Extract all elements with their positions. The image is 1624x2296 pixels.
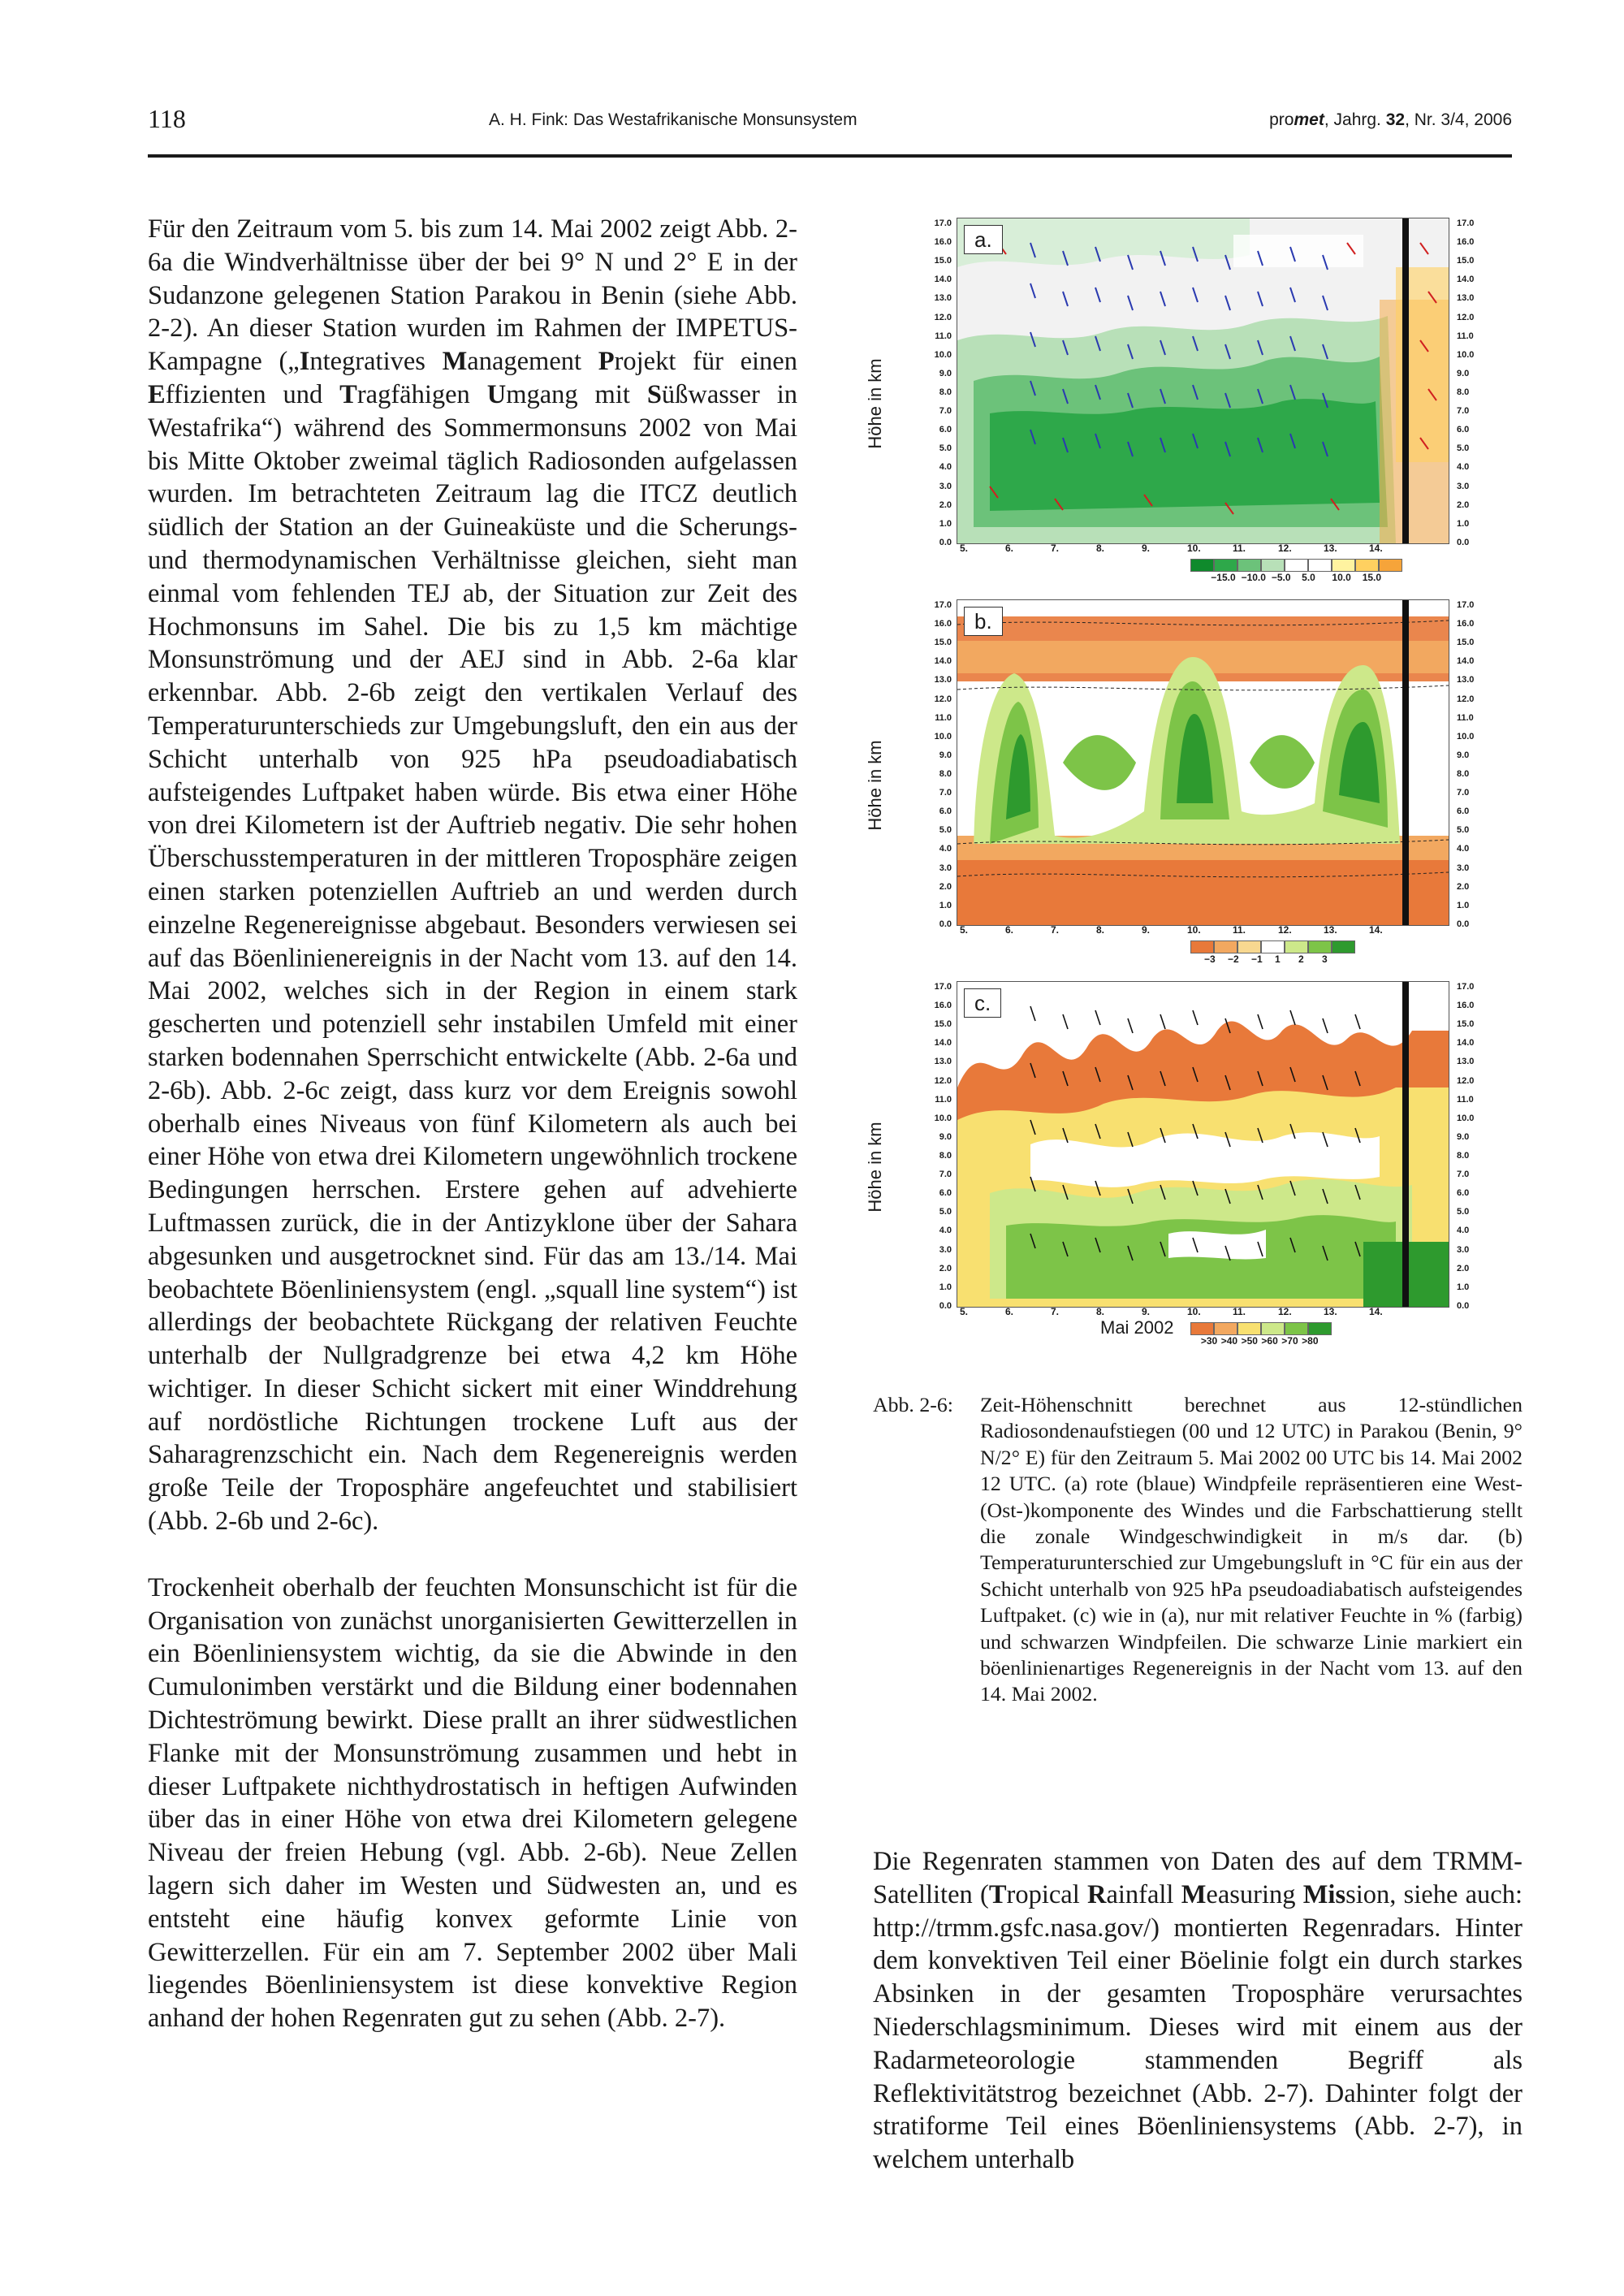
colorbar-swatch xyxy=(1190,559,1214,572)
y-tick-label: 13.0 xyxy=(1457,293,1475,304)
y-tick-label: 12.0 xyxy=(934,694,952,704)
x-tick-label: 11. xyxy=(1233,924,1246,936)
colorbar-swatch xyxy=(1355,559,1379,572)
x-ticks xyxy=(957,924,1448,937)
y-ticks-right xyxy=(1457,981,1505,1319)
y-tick-label: 15.0 xyxy=(1457,1019,1475,1030)
colorbar-tick-label: 5.0 xyxy=(1302,572,1315,583)
y-ticks-right xyxy=(1457,218,1505,556)
x-tick-label: 14. xyxy=(1369,924,1383,936)
y-tick-label: 14.0 xyxy=(1457,1038,1475,1049)
y-tick-label: 0.0 xyxy=(1457,919,1470,929)
y-tick-label: 7.0 xyxy=(939,406,952,417)
y-tick-label: 12.0 xyxy=(1457,1075,1475,1086)
x-tick-label: 9. xyxy=(1142,1306,1151,1317)
colorbar-tick-label: −3 xyxy=(1204,953,1216,965)
colorbar-swatch xyxy=(1190,940,1214,953)
x-tick-label: 9. xyxy=(1142,543,1151,554)
y-tick-label: 4.0 xyxy=(939,1226,952,1236)
y-tick-label: 13.0 xyxy=(1457,1057,1475,1067)
colorbar-b xyxy=(1190,940,1355,953)
y-tick-label: 9.0 xyxy=(1457,1131,1470,1142)
x-tick-label: 7. xyxy=(1051,924,1060,936)
y-tick-label: 8.0 xyxy=(1457,768,1470,779)
y-tick-label: 17.0 xyxy=(1457,600,1475,610)
x-tick-label: 10. xyxy=(1187,543,1201,554)
journal-reference: promet, Jahrg. 32, Nr. 3/4, 2006 xyxy=(1269,110,1512,129)
y-tick-label: 5.0 xyxy=(1457,1207,1470,1217)
caption-text: Zeit-Höhenschnitt berechnet aus 12-stündlichen Radiosondenaufstiegen (00 und 12 UTC) in Parakou (Benin, 9° N/2° E) für den Zeitraum 5. Mai 2002 00 UTC bis 14. Mai 2002 12 UTC. (a) rote (blaue) Windpfeile repräsentieren eine West- (Ost-)komponente des Windes und die Farbschattierung stellt die zonale Windgeschwindigkeit in m/s dar. (b) Temperaturunterschied zur Umgebungsluft in °C für ein aus der Schicht unterhalb von 925 hPa pseudoadiabatisch aufsteigendes Luftpaket. (c) wie in (a), nur mit relativer Feuchte in % (farbig) und schwarzen Windpfeilen. Die schwarze Linie markiert ein böenlinienartiges Regenereignis in der Nacht vom 13. auf den 14. Mai 2002. xyxy=(980,1393,1522,1706)
x-tick-label: 5. xyxy=(960,543,969,554)
y-tick-label: 2.0 xyxy=(1457,499,1470,510)
heatmap-c xyxy=(957,982,1449,1307)
colorbar-tick-label: 3 xyxy=(1322,953,1328,965)
figure-caption xyxy=(873,1392,1522,1708)
y-tick-label: 17.0 xyxy=(934,218,952,228)
y-tick-label: 12.0 xyxy=(934,1075,952,1086)
y-tick-label: 2.0 xyxy=(1457,1263,1470,1273)
panel-label-b: b. xyxy=(964,607,1003,636)
y-tick-label: 10.0 xyxy=(1457,349,1475,360)
x-tick-label: 7. xyxy=(1051,543,1060,554)
heatmap-b xyxy=(957,600,1449,925)
plot-area-a xyxy=(957,218,1449,544)
colorbar-tick-label: 15.0 xyxy=(1362,572,1382,583)
colorbar-swatch xyxy=(1261,940,1285,953)
y-tick-label: 16.0 xyxy=(934,237,952,248)
y-tick-label: 6.0 xyxy=(1457,1188,1470,1199)
colorbar-swatch xyxy=(1332,940,1355,953)
y-tick-label: 0.0 xyxy=(1457,537,1470,547)
y-tick-label: 1.0 xyxy=(1457,900,1470,910)
y-tick-label: 8.0 xyxy=(1457,387,1470,397)
colorbar-swatch xyxy=(1261,1322,1285,1335)
paragraph-2: Trockenheit oberhalb der feuchten Monsunschicht ist für die Organisation von zunächst unorganisierten Gewitterzellen in ein Böenliniensystem wichtig, da sie die Abwinde in den Cumulonimben verstärkt und die Bildung einer bodennahen Dichteströmung bewirkt. Diese prallt an ihrer südwestlichen Flanke mit der Monsunströmung zusammen und hebt in dieser Luftpakete nichthydrostatisch in heftigen Aufwinden über das in einer Höhe von etwa drei Kilometern gelegene Niveau der freien Hebung (vgl. Abb. 2-6b). Neue Zellen lagern sich daher im Westen und Südwesten an, und es entsteht eine häufig konvex geformte Linie von Gewitterzellen. Für ein am 7. September 2002 über Mali liegendes Böenliniensystem ist diese konvektive Region anhand der hohen Regenraten gut zu sehen (Abb. 2-7). xyxy=(148,1572,797,2034)
x-tick-label: 6. xyxy=(1005,543,1014,554)
colorbar-tick-label: −5.0 xyxy=(1271,572,1291,583)
y-tick-label: 6.0 xyxy=(939,806,952,817)
y-tick-label: 16.0 xyxy=(934,619,952,629)
y-ticks-right xyxy=(1457,599,1505,937)
right-column xyxy=(873,1845,1522,2177)
y-tick-label: 3.0 xyxy=(939,1244,952,1255)
colorbar-swatch xyxy=(1237,1322,1261,1335)
y-axis-label: Höhe in km xyxy=(865,1122,885,1213)
y-tick-label: 5.0 xyxy=(939,1207,952,1217)
y-tick-label: 1.0 xyxy=(939,1282,952,1292)
y-tick-label: 11.0 xyxy=(1457,1094,1474,1105)
y-tick-label: 5.0 xyxy=(1457,825,1470,836)
y-tick-label: 5.0 xyxy=(1457,443,1470,454)
x-tick-label: 5. xyxy=(960,924,969,936)
left-column xyxy=(148,213,797,2035)
colorbar-c xyxy=(1190,1322,1332,1335)
y-tick-label: 6.0 xyxy=(1457,806,1470,817)
y-tick-label: 13.0 xyxy=(934,675,952,685)
y-tick-label: 8.0 xyxy=(1457,1150,1470,1161)
x-tick-label: 7. xyxy=(1051,1306,1060,1317)
y-tick-label: 12.0 xyxy=(934,312,952,322)
y-tick-label: 0.0 xyxy=(939,919,952,929)
running-head: A. H. Fink: Das Westafrikanische Monsunsystem xyxy=(489,110,857,129)
y-tick-label: 4.0 xyxy=(1457,844,1470,854)
colorbar-swatch xyxy=(1261,559,1285,572)
y-tick-label: 3.0 xyxy=(1457,481,1470,491)
y-tick-label: 11.0 xyxy=(1457,712,1474,723)
panel-b xyxy=(861,595,1527,976)
colorbar-tick-label: −2 xyxy=(1228,953,1239,965)
y-tick-label: 1.0 xyxy=(939,900,952,910)
y-tick-label: 10.0 xyxy=(1457,1113,1475,1123)
y-tick-label: 14.0 xyxy=(934,275,952,285)
y-tick-label: 4.0 xyxy=(939,844,952,854)
colorbar-swatch xyxy=(1237,940,1261,953)
y-tick-label: 12.0 xyxy=(1457,312,1475,322)
x-ticks xyxy=(957,543,1448,556)
colorbar-swatch xyxy=(1214,1322,1237,1335)
y-tick-label: 17.0 xyxy=(1457,218,1475,228)
y-tick-label: 17.0 xyxy=(934,600,952,610)
colorbar-tick-label: 10.0 xyxy=(1332,572,1351,583)
y-tick-label: 3.0 xyxy=(939,863,952,873)
x-tick-label: 13. xyxy=(1324,543,1337,554)
colorbar-swatch xyxy=(1285,940,1308,953)
plot-area-b xyxy=(957,599,1449,926)
y-tick-label: 3.0 xyxy=(939,481,952,491)
y-tick-label: 17.0 xyxy=(1457,982,1475,992)
y-tick-label: 0.0 xyxy=(939,537,952,547)
x-tick-label: 11. xyxy=(1233,1306,1246,1317)
y-tick-label: 0.0 xyxy=(939,1300,952,1311)
y-tick-label: 8.0 xyxy=(939,1150,952,1161)
y-tick-label: 7.0 xyxy=(1457,406,1470,417)
colorbar-tick-label: >80 xyxy=(1302,1335,1319,1347)
colorbar-tick-label: 1 xyxy=(1275,953,1281,965)
colorbar-ticks-b xyxy=(1181,953,1505,968)
x-ticks xyxy=(957,1306,1448,1319)
caption-label: Abb. 2-6: xyxy=(873,1393,953,1416)
x-tick-label: 12. xyxy=(1278,1306,1292,1317)
y-tick-label: 6.0 xyxy=(939,425,952,435)
paragraph-1: Für den Zeitraum vom 5. bis zum 14. Mai 2002 zeigt Abb. 2-6a die Windverhältnisse über der bei 9° N und 2° E in der Sudanzone gelegenen Station Parakou in Benin (siehe Abb. 2-2). An dieser Station wurden im Rahmen der IMPETUS-Kampagne („Integratives Management Projekt für einen Effizienten und Tragfähigen Umgang mit Süßwasser in Westafrika“) während des Sommermonsuns 2002 von Mai bis Mitte Oktober zweimal täglich Radiosonden aufgelassen wurden. Im betrachteten Zeitraum lag die ITCZ deutlich südlich der Station an der Guineaküste und die Scherungs- und thermodynamischen Verhältnisse gleichen, sieht man einmal vom fehlenden TEJ ab, der Situation zur Zeit des Hochmonsuns im Sahel. Die bis zu 1,5 km mächtige Monsunströmung und der AEJ sind in Abb. 2-6a klar erkennbar. Abb. 2-6b zeigt den vertikalen Verlauf des Temperaturunterschieds zur Umgebungsluft, den ein aus der Schicht unterhalb von 925 hPa pseudoadiabatisch aufsteigendes Luftpaket haben würde. Bis etwa einer Höhe von drei Kilometern ist der Auftrieb negativ. Die sehr hohen Überschusstemperaturen in der mittleren Troposphäre zeigen einen starken potenziellen Auftrieb an und werden durch einzelne Regenereignisse abgebaut. Besonders verwiesen sei auf das Böenlinienereignis in der Nacht vom 13. auf den 14. Mai 2002, welches sich in der Region in einem stark gescherten und potenziell sehr instabilen Umfeld mit einer starken bodennahen Sperrschicht entwickelte (Abb. 2-6a und 2-6b). Abb. 2-6c zeigt, dass kurz vor dem Ereignis sowohl oberhalb eines Niveaus von fünf Kilometern als auch bei einer Höhe von etwa drei Kilometern ungewöhnlich trockene Bedingungen herrschen. Erstere gehen auf advehierte Luftmassen zurück, die in der Antizyklone über der Sahara abgesunken und ausgetrocknet sind. Für das am 13./14. Mai beobachtete Böenliniensystem (engl. „squall line system“) ist allerdings der beobachtete Rückgang der relativen Feuchte unterhalb der Nullgradgrenze bei etwa 4,2 km Höhe wichtiger. In dieser Schicht sickert mit einer Winddrehung auf nordöstliche Richtungen trockene Luft aus der Saharagrenzschicht ein. Nach dem Regenereignis werden große Teile der Troposphäre angefeuchtet und stabilisiert (Abb. 2-6b und 2-6c). xyxy=(148,214,798,1537)
y-tick-label: 9.0 xyxy=(939,368,952,378)
x-tick-label: 11. xyxy=(1233,543,1246,554)
colorbar-ticks-a xyxy=(1181,572,1505,586)
colorbar-swatch xyxy=(1285,1322,1308,1335)
y-tick-label: 17.0 xyxy=(934,982,952,992)
y-tick-label: 2.0 xyxy=(939,1263,952,1273)
y-tick-label: 9.0 xyxy=(1457,750,1470,760)
y-tick-label: 15.0 xyxy=(934,638,952,648)
colorbar-swatch xyxy=(1237,559,1261,572)
colorbar-tick-label: >40 xyxy=(1220,1335,1238,1347)
plot-area-c xyxy=(957,981,1449,1308)
colorbar-tick-label: >70 xyxy=(1281,1335,1298,1347)
y-tick-label: 16.0 xyxy=(1457,1001,1475,1011)
y-ticks-left xyxy=(909,981,952,1319)
x-tick-label: 8. xyxy=(1096,924,1105,936)
colorbar-swatch xyxy=(1214,940,1237,953)
x-tick-label: 12. xyxy=(1278,543,1292,554)
page-number: 118 xyxy=(148,104,186,133)
y-tick-label: 15.0 xyxy=(934,1019,952,1030)
y-tick-label: 8.0 xyxy=(939,387,952,397)
y-tick-label: 2.0 xyxy=(939,499,952,510)
x-tick-label: 6. xyxy=(1005,924,1014,936)
y-tick-label: 10.0 xyxy=(1457,731,1475,742)
figure-2-6 xyxy=(861,213,1527,1358)
y-tick-label: 15.0 xyxy=(934,256,952,266)
y-tick-label: 6.0 xyxy=(939,1188,952,1199)
x-axis-label: Mai 2002 xyxy=(1100,1317,1174,1338)
x-tick-label: 10. xyxy=(1187,1306,1201,1317)
x-tick-label: 6. xyxy=(1005,1306,1014,1317)
y-tick-label: 3.0 xyxy=(1457,1244,1470,1255)
x-tick-label: 10. xyxy=(1187,924,1201,936)
y-tick-label: 9.0 xyxy=(939,750,952,760)
y-tick-label: 2.0 xyxy=(939,881,952,892)
y-tick-label: 9.0 xyxy=(1457,368,1470,378)
y-tick-label: 16.0 xyxy=(1457,619,1475,629)
x-tick-label: 8. xyxy=(1096,1306,1105,1317)
y-tick-label: 7.0 xyxy=(1457,788,1470,798)
panel-label-c: c. xyxy=(964,988,1001,1018)
y-tick-label: 2.0 xyxy=(1457,881,1470,892)
x-tick-label: 13. xyxy=(1324,924,1337,936)
y-tick-label: 5.0 xyxy=(939,825,952,836)
heatmap-a xyxy=(957,218,1449,543)
colorbar-swatch xyxy=(1308,1322,1332,1335)
colorbar-tick-label: >30 xyxy=(1200,1335,1218,1347)
colorbar-tick-label: −1 xyxy=(1251,953,1263,965)
y-tick-label: 1.0 xyxy=(1457,518,1470,529)
x-tick-label: 12. xyxy=(1278,924,1292,936)
y-tick-label: 4.0 xyxy=(1457,1226,1470,1236)
x-tick-label: 5. xyxy=(960,1306,969,1317)
y-tick-label: 16.0 xyxy=(934,1001,952,1011)
colorbar-ticks-c xyxy=(1181,1335,1505,1350)
y-tick-label: 14.0 xyxy=(1457,656,1475,667)
colorbar-tick-label: −15.0 xyxy=(1211,572,1236,583)
colorbar-tick-label: 2 xyxy=(1298,953,1304,965)
colorbar-tick-label: −10.0 xyxy=(1241,572,1266,583)
y-tick-label: 13.0 xyxy=(1457,675,1475,685)
colorbar-swatch xyxy=(1332,559,1355,572)
colorbar-tick-label: >50 xyxy=(1241,1335,1258,1347)
x-tick-label: 13. xyxy=(1324,1306,1337,1317)
y-tick-label: 14.0 xyxy=(1457,275,1475,285)
colorbar-swatch xyxy=(1308,940,1332,953)
colorbar-swatch xyxy=(1214,559,1237,572)
y-tick-label: 9.0 xyxy=(939,1131,952,1142)
y-tick-label: 14.0 xyxy=(934,656,952,667)
y-tick-label: 11.0 xyxy=(935,712,952,723)
x-tick-label: 14. xyxy=(1369,543,1383,554)
panel-label-a: a. xyxy=(964,225,1003,254)
y-tick-label: 4.0 xyxy=(1457,462,1470,473)
x-tick-label: 8. xyxy=(1096,543,1105,554)
y-tick-label: 6.0 xyxy=(1457,425,1470,435)
y-tick-label: 15.0 xyxy=(1457,256,1475,266)
y-tick-label: 11.0 xyxy=(1457,331,1474,341)
colorbar-swatch xyxy=(1379,559,1402,572)
y-ticks-left xyxy=(909,599,952,937)
colorbar-a xyxy=(1190,559,1402,572)
page-header xyxy=(148,104,1512,136)
y-tick-label: 7.0 xyxy=(939,788,952,798)
y-tick-label: 4.0 xyxy=(939,462,952,473)
y-tick-label: 3.0 xyxy=(1457,863,1470,873)
colorbar-tick-label: >60 xyxy=(1261,1335,1278,1347)
y-tick-label: 0.0 xyxy=(1457,1300,1470,1311)
colorbar-swatch xyxy=(1285,559,1308,572)
y-ticks-left xyxy=(909,218,952,556)
y-tick-label: 13.0 xyxy=(934,1057,952,1067)
y-tick-label: 11.0 xyxy=(935,1094,952,1105)
y-tick-label: 14.0 xyxy=(934,1038,952,1049)
panel-c xyxy=(861,976,1527,1358)
y-tick-label: 7.0 xyxy=(1457,1170,1470,1180)
y-tick-label: 7.0 xyxy=(939,1170,952,1180)
y-tick-label: 11.0 xyxy=(935,331,952,341)
y-tick-label: 15.0 xyxy=(1457,638,1475,648)
paragraph-right: Die Regenraten stammen von Daten des auf dem TRMM-Satelliten (Tropical Rainfall Measuring Mission, siehe auch: http://trmm.gsfc.nasa.gov/) montierten Regenradars. Hinter dem konvektiven Teil einer Böelinie folgt ein durch starkes Absinken in der gesamten Troposphäre verursachtes Niederschlagsminimum. Dieses wird mit einem aus der Radarmeteorologie stammenden Begriff als Reflektivitätstrog bezeichnet (Abb. 2-7). Dahinter folgt der stratiforme Teil eines Böenliniensystems (Abb. 2-7), in welchem unterhalb xyxy=(873,1847,1523,2175)
y-axis-label: Höhe in km xyxy=(865,358,885,449)
header-rule xyxy=(148,154,1512,158)
colorbar-swatch xyxy=(1308,559,1332,572)
y-tick-label: 8.0 xyxy=(939,768,952,779)
y-tick-label: 5.0 xyxy=(939,443,952,454)
y-axis-label: Höhe in km xyxy=(865,740,885,831)
y-tick-label: 10.0 xyxy=(934,1113,952,1123)
y-tick-label: 1.0 xyxy=(1457,1282,1470,1292)
x-tick-label: 9. xyxy=(1142,924,1151,936)
y-tick-label: 13.0 xyxy=(934,293,952,304)
panel-a xyxy=(861,213,1527,595)
y-tick-label: 10.0 xyxy=(934,349,952,360)
y-tick-label: 10.0 xyxy=(934,731,952,742)
y-tick-label: 12.0 xyxy=(1457,694,1475,704)
y-tick-label: 1.0 xyxy=(939,518,952,529)
colorbar-swatch xyxy=(1190,1322,1214,1335)
x-tick-label: 14. xyxy=(1369,1306,1383,1317)
y-tick-label: 16.0 xyxy=(1457,237,1475,248)
